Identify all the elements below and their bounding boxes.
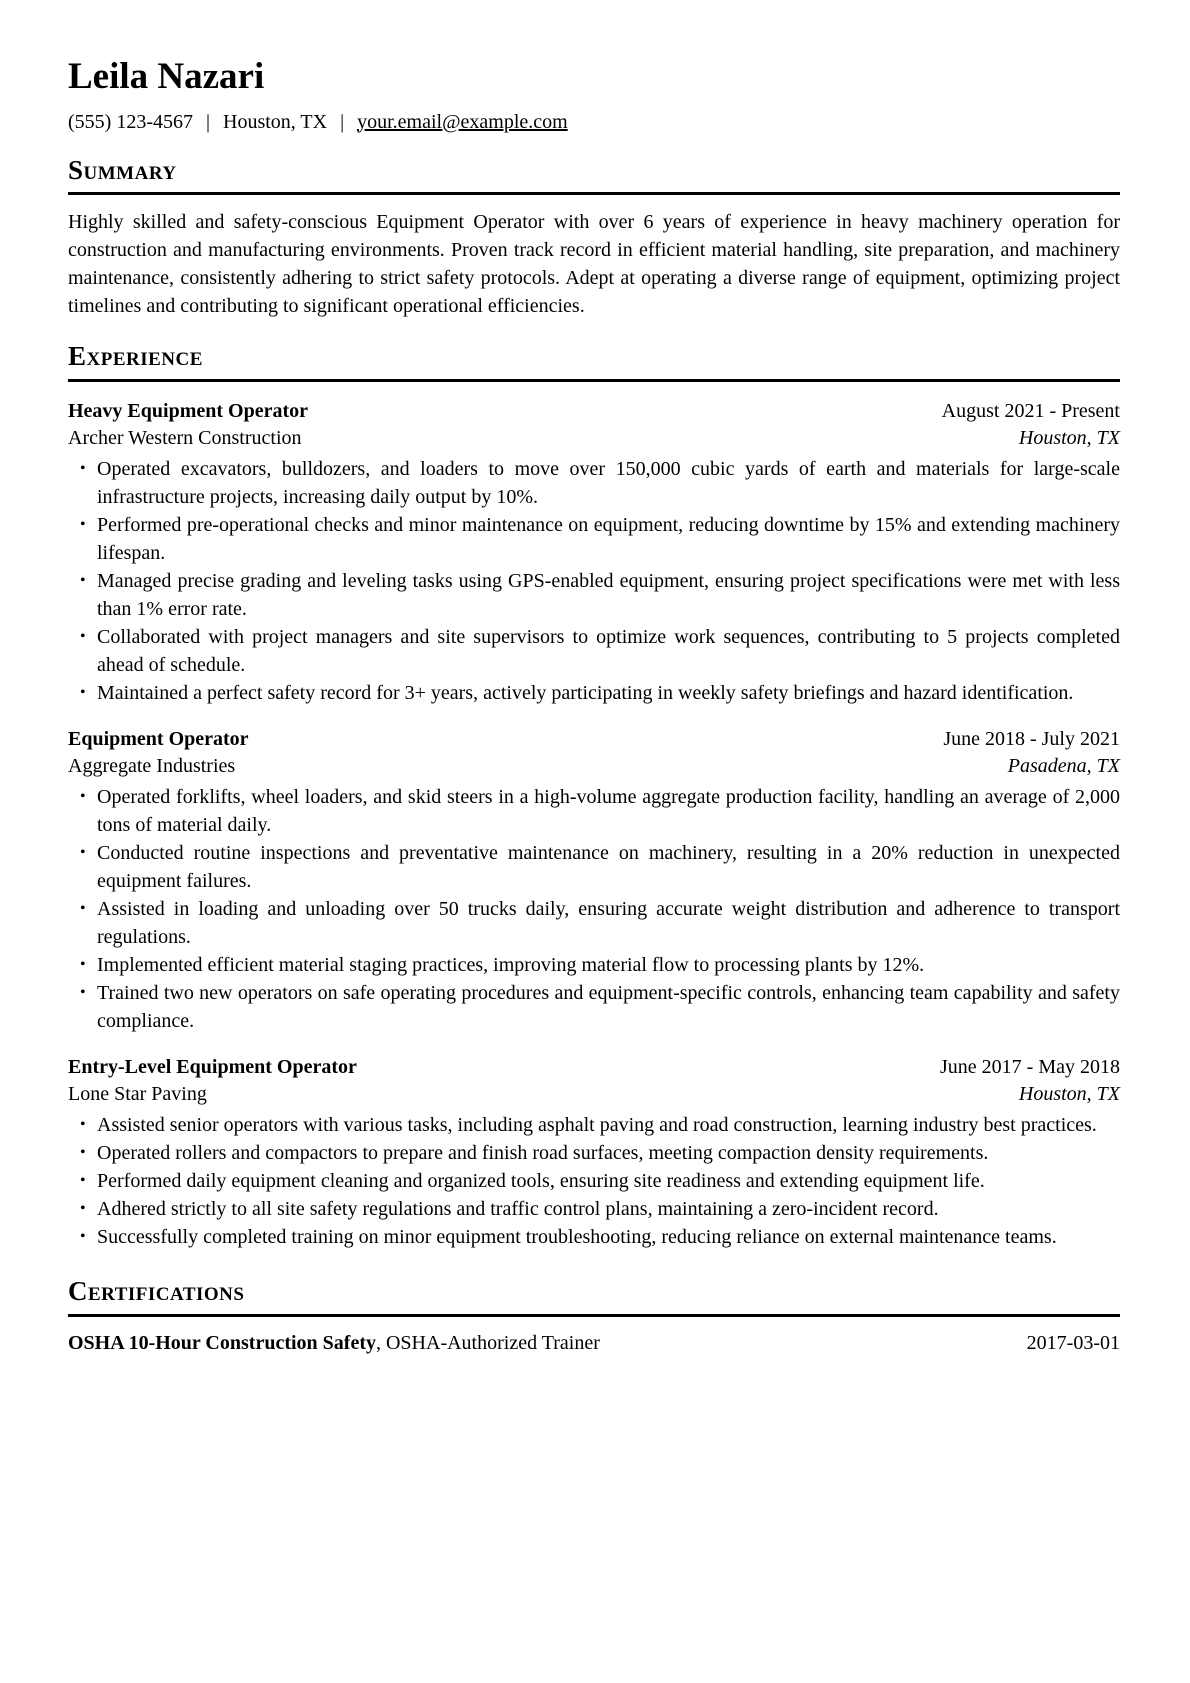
certification-date: 2017-03-01: [1026, 1331, 1120, 1354]
experience-section-title: Experience: [68, 341, 203, 372]
job-bullet-list: [68, 783, 1120, 1035]
bullet-text: Conducted routine inspections and preventative maintenance on machinery, resulting in a 20% reduction in unexpected equipment failures.: [97, 841, 1120, 892]
bullet-icon: •: [80, 1199, 86, 1217]
job-company: Lone Star Paving: [68, 1082, 207, 1105]
bullet-text: Collaborated with project managers and site supervisors to optimize work sequences, contributing to 5 projects completed ahead of schedule.: [97, 625, 1120, 676]
job-header-row: [68, 1054, 1120, 1081]
bullet-text: Successfully completed training on minor equipment troubleshooting, reducing reliance on external maintenance teams.: [97, 1225, 1057, 1248]
job-dates: August 2021 - Present: [941, 399, 1120, 422]
job-subheader-row: [68, 425, 1120, 452]
experience-section: [68, 342, 1120, 1251]
person-name: Leila Nazari: [68, 56, 265, 97]
bullet-item: [68, 1223, 1120, 1251]
bullet-icon: •: [80, 515, 86, 533]
bullet-item: [68, 1167, 1120, 1195]
job-entry: [68, 1054, 1120, 1251]
bullet-text: Assisted senior operators with various tasks, including asphalt paving and road construction, learning industry best practices.: [97, 1113, 1097, 1136]
section-divider: [68, 1314, 1120, 1317]
bullet-text: Maintained a perfect safety record for 3+ years, actively participating in weekly safety briefings and hazard identification.: [97, 681, 1074, 704]
bullet-item: [68, 455, 1120, 511]
job-header-row: [68, 398, 1120, 425]
bullet-text: Performed pre-operational checks and minor maintenance on equipment, reducing downtime by 15% and extending machinery lifespan.: [97, 513, 1120, 564]
contact-email-link[interactable]: your.email@example.com: [357, 110, 568, 133]
bullet-icon: •: [80, 955, 86, 973]
bullet-item: [68, 1111, 1120, 1139]
contact-phone: (555) 123-4567: [68, 110, 193, 133]
summary-paragraph: Highly skilled and safety-conscious Equipment Operator with over 6 years of experience in heavy machinery operation for construction and manufacturing environments. Proven track record in efficient material handling, site preparation, and machinery maintenance, consistently adhering to strict safety protocols. Adept at operating a diverse range of equipment, optimizing project timelines and contributing to significant operational efficiencies.: [68, 211, 1120, 318]
contact-location: Houston, TX: [223, 110, 328, 133]
bullet-icon: •: [80, 787, 86, 805]
contact-row: [68, 108, 1120, 136]
job-bullet-list: [68, 455, 1120, 707]
bullet-text: Trained two new operators on safe operating procedures and equipment-specific controls, enhancing team capability and safety compliance.: [97, 981, 1120, 1032]
job-company: Archer Western Construction: [68, 426, 302, 449]
bullet-icon: •: [80, 1115, 86, 1133]
certification-text: [68, 1329, 600, 1357]
bullet-text: Implemented efficient material staging practices, improving material flow to processing plants by 12%.: [97, 953, 925, 976]
bullet-text: Operated excavators, bulldozers, and loaders to move over 150,000 cubic yards of earth and materials for large-scale infrastructure projects, increasing daily output by 10%.: [97, 457, 1120, 508]
job-title: Equipment Operator: [68, 727, 249, 750]
summary-section: [68, 156, 1120, 321]
bullet-icon: •: [80, 459, 86, 477]
bullet-text: Operated rollers and compactors to prepare and finish road surfaces, meeting compaction density requirements.: [97, 1141, 989, 1164]
job-title: Heavy Equipment Operator: [68, 399, 308, 422]
bullet-text: Assisted in loading and unloading over 50 trucks daily, ensuring accurate weight distribution and adherence to transport regulations.: [97, 897, 1120, 948]
bullet-icon: •: [80, 1171, 86, 1189]
certification-entry: [68, 1329, 1120, 1357]
bullet-item: [68, 895, 1120, 951]
bullet-item: [68, 979, 1120, 1035]
job-location: Pasadena, TX: [1007, 754, 1120, 777]
bullet-item: [68, 511, 1120, 567]
job-bullet-list: [68, 1111, 1120, 1251]
bullet-text: Adhered strictly to all site safety regulations and traffic control plans, maintaining a zero-incident record.: [97, 1197, 939, 1220]
bullet-icon: •: [80, 843, 86, 861]
summary-section-title: Summary: [68, 154, 177, 185]
bullet-text: Performed daily equipment cleaning and organized tools, ensuring site readiness and extending equipment life.: [97, 1169, 985, 1192]
job-dates: June 2017 - May 2018: [940, 1055, 1120, 1078]
bullet-item: [68, 679, 1120, 707]
job-company: Aggregate Industries: [68, 754, 236, 777]
bullet-item: [68, 1195, 1120, 1223]
job-title: Entry-Level Equipment Operator: [68, 1055, 357, 1078]
certifications-section: [68, 1277, 1120, 1357]
bullet-item: [68, 783, 1120, 839]
section-divider: [68, 379, 1120, 382]
bullet-item: [68, 839, 1120, 895]
certifications-section-title: Certifications: [68, 1275, 245, 1306]
job-subheader-row: [68, 753, 1120, 780]
job-location: Houston, TX: [1018, 1082, 1120, 1105]
bullet-text: Managed precise grading and leveling tasks using GPS-enabled equipment, ensuring project specifications were met with less than 1% error rate.: [97, 569, 1120, 620]
job-subheader-row: [68, 1081, 1120, 1108]
bullet-item: [68, 951, 1120, 979]
bullet-item: [68, 1139, 1120, 1167]
job-entry: [68, 726, 1120, 1035]
job-location: Houston, TX: [1018, 426, 1120, 449]
bullet-icon: •: [80, 899, 86, 917]
bullet-item: [68, 567, 1120, 623]
bullet-icon: •: [80, 1227, 86, 1245]
section-divider: [68, 192, 1120, 195]
job-entry: [68, 398, 1120, 707]
job-dates: June 2018 - July 2021: [943, 727, 1120, 750]
bullet-icon: •: [80, 1143, 86, 1161]
certification-detail: , OSHA-Authorized Trainer: [375, 1331, 600, 1354]
bullet-icon: •: [80, 571, 86, 589]
contact-separator: |: [205, 110, 210, 133]
bullet-item: [68, 623, 1120, 679]
bullet-icon: •: [80, 983, 86, 1001]
certification-name: OSHA 10-Hour Construction Safety: [68, 1331, 376, 1354]
contact-separator: |: [340, 110, 345, 133]
bullet-text: Operated forklifts, wheel loaders, and skid steers in a high-volume aggregate production facility, handling an average of 2,000 tons of material daily.: [97, 785, 1120, 836]
job-header-row: [68, 726, 1120, 753]
bullet-icon: •: [80, 683, 86, 701]
resume-header: [68, 56, 1120, 136]
bullet-icon: •: [80, 627, 86, 645]
